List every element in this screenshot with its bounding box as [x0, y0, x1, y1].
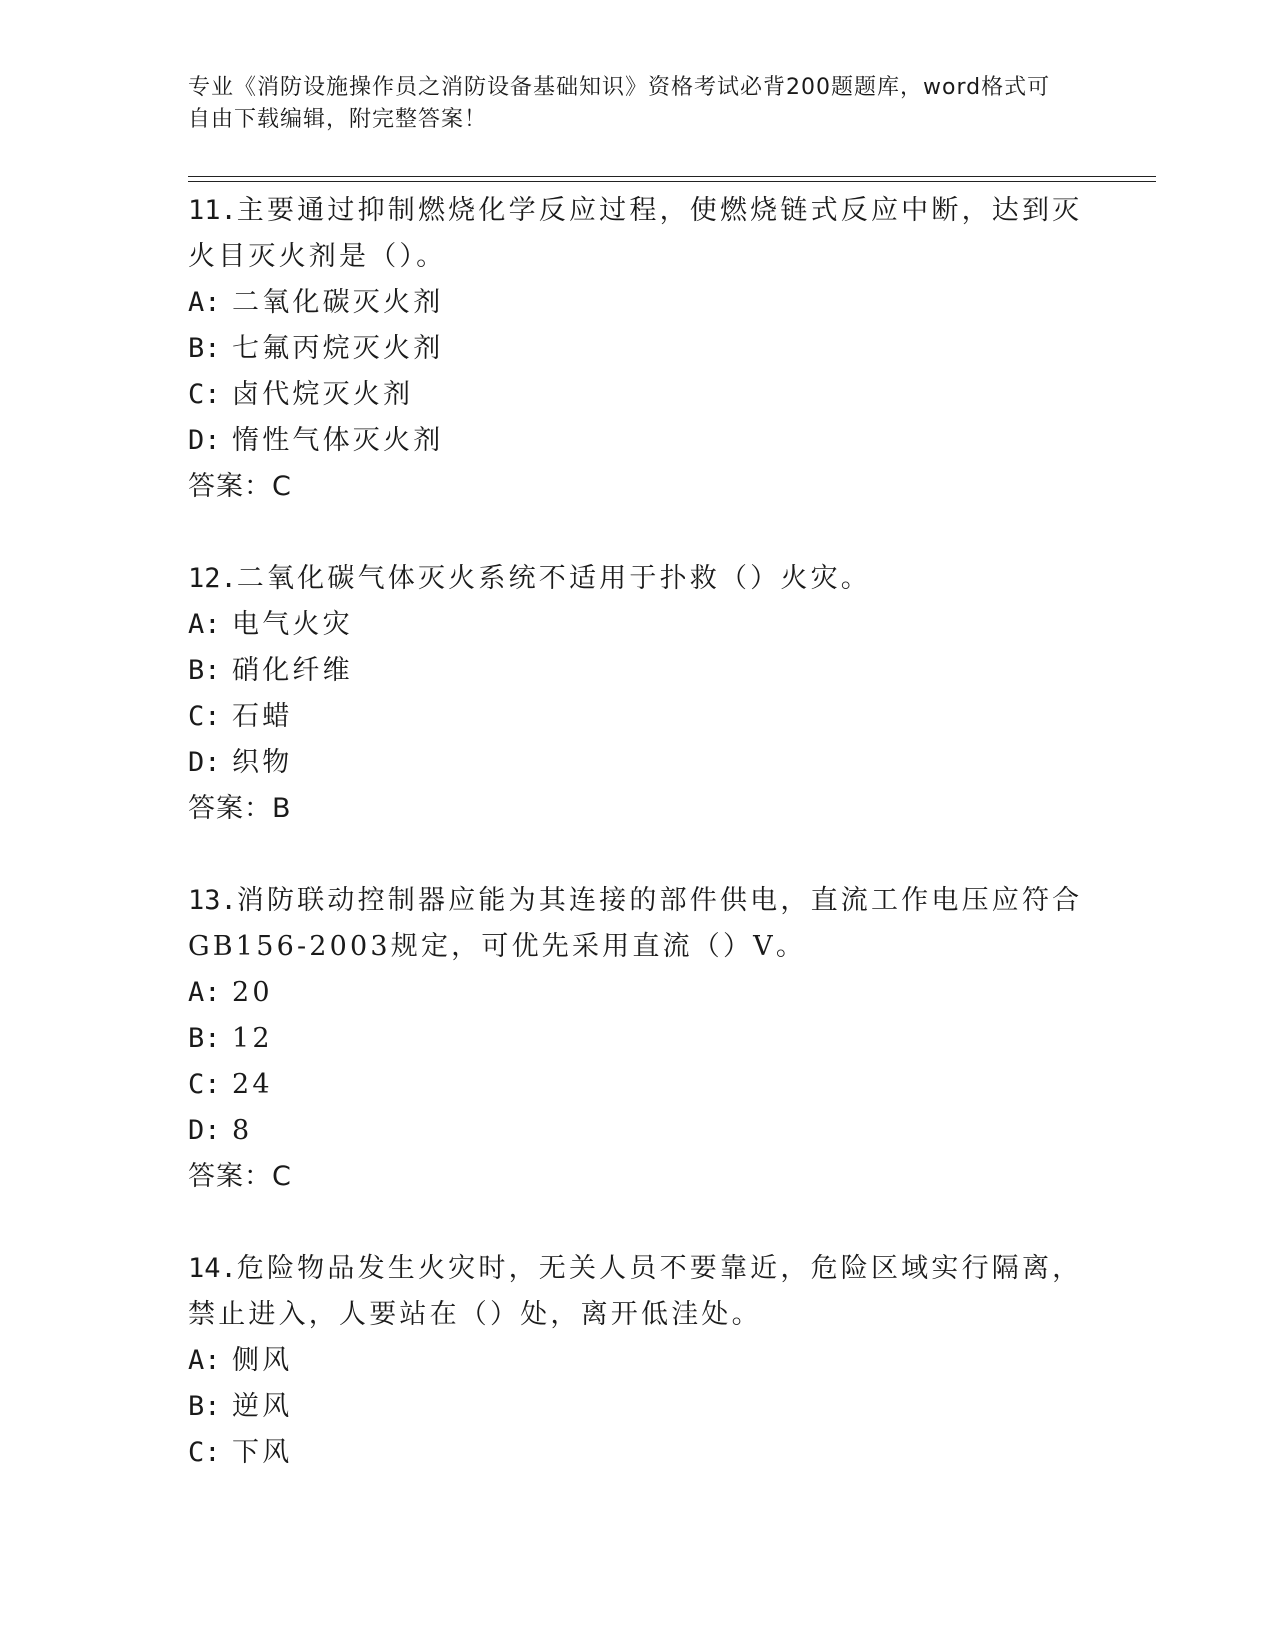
- question-list: [188, 188, 1088, 1522]
- option-letter: C:: [188, 701, 221, 732]
- option-a: [188, 280, 1088, 326]
- option-letter: C:: [188, 379, 221, 410]
- option-text: 下风: [232, 1437, 293, 1468]
- document-header: 专业《消防设施操作员之消防设备基础知识》资格考试必背200题题库，word格式可自由下载编辑，附完整答案！: [188, 75, 1051, 132]
- option-text: 硝化纤维: [232, 655, 353, 686]
- option-b: [188, 648, 1088, 694]
- option-a: [188, 970, 1088, 1016]
- option-c: [188, 1430, 1088, 1476]
- option-text: 8: [232, 1115, 253, 1146]
- option-letter: A:: [188, 609, 221, 640]
- question-text: 二氧化碳气体灭火系统不适用于扑救（）火灾。: [236, 563, 871, 594]
- answer-line: 答案：C: [188, 471, 292, 502]
- option-c: [188, 694, 1088, 740]
- option-letter: D:: [188, 747, 221, 778]
- question-stem: [188, 1246, 1088, 1338]
- question-number: 12.: [188, 563, 237, 594]
- header-rule-top: [188, 176, 1156, 177]
- option-letter: D:: [188, 425, 221, 456]
- option-letter: B:: [188, 333, 221, 364]
- question-11: [188, 188, 1088, 510]
- option-c: [188, 1062, 1088, 1108]
- option-letter: C:: [188, 1069, 221, 1100]
- answer-line: 答案：B: [188, 793, 292, 824]
- option-text: 20: [232, 977, 273, 1008]
- option-letter: C:: [188, 1437, 221, 1468]
- answer-line: 答案：C: [188, 1161, 292, 1192]
- question-14: [188, 1246, 1088, 1476]
- option-text: 电气火灾: [232, 609, 353, 640]
- option-letter: B:: [188, 655, 221, 686]
- question-13: [188, 878, 1088, 1200]
- question-text: 消防联动控制器应能为其连接的部件供电，直流工作电压应符合GB156-2003规定，可优先采用直流（）V。: [188, 885, 1083, 962]
- option-c: [188, 372, 1088, 418]
- option-letter: A:: [188, 1345, 221, 1376]
- option-list: [188, 602, 1088, 786]
- option-a: [188, 602, 1088, 648]
- option-letter: D:: [188, 1115, 221, 1146]
- option-a: [188, 1338, 1088, 1384]
- option-list: [188, 280, 1088, 464]
- question-stem: [188, 878, 1088, 970]
- question-stem: [188, 188, 1088, 280]
- option-list: [188, 1338, 1088, 1476]
- question-number: 11.: [188, 195, 237, 226]
- option-d: [188, 418, 1088, 464]
- question-text: 主要通过抑制燃烧化学反应过程，使燃烧链式反应中断，达到灭火目灭火剂是（）。: [188, 195, 1083, 272]
- option-text: 惰性气体灭火剂: [232, 425, 444, 456]
- question-stem: [188, 556, 1088, 602]
- option-text: 二氧化碳灭火剂: [232, 287, 444, 318]
- question-12: [188, 556, 1088, 832]
- option-text: 逆风: [232, 1391, 293, 1422]
- option-list: [188, 970, 1088, 1154]
- option-letter: B:: [188, 1023, 221, 1054]
- option-letter: B:: [188, 1391, 221, 1422]
- option-b: [188, 1384, 1088, 1430]
- option-text: 石蜡: [232, 701, 293, 732]
- option-text: 卤代烷灭火剂: [232, 379, 414, 410]
- option-text: 侧风: [232, 1345, 293, 1376]
- question-text: 危险物品发生火灾时，无关人员不要靠近，危险区域实行隔离，禁止进入，人要站在（）处，离开低洼处。: [188, 1253, 1083, 1330]
- option-letter: A:: [188, 287, 221, 318]
- option-letter: A:: [188, 977, 221, 1008]
- option-text: 24: [232, 1069, 273, 1100]
- option-d: [188, 740, 1088, 786]
- option-text: 12: [232, 1023, 273, 1054]
- option-text: 七氟丙烷灭火剂: [232, 333, 444, 364]
- option-text: 织物: [232, 747, 293, 778]
- header-rule-bottom: [188, 181, 1156, 182]
- option-b: [188, 326, 1088, 372]
- option-d: [188, 1108, 1088, 1154]
- question-number: 14.: [188, 1253, 237, 1284]
- question-number: 13.: [188, 885, 237, 916]
- option-b: [188, 1016, 1088, 1062]
